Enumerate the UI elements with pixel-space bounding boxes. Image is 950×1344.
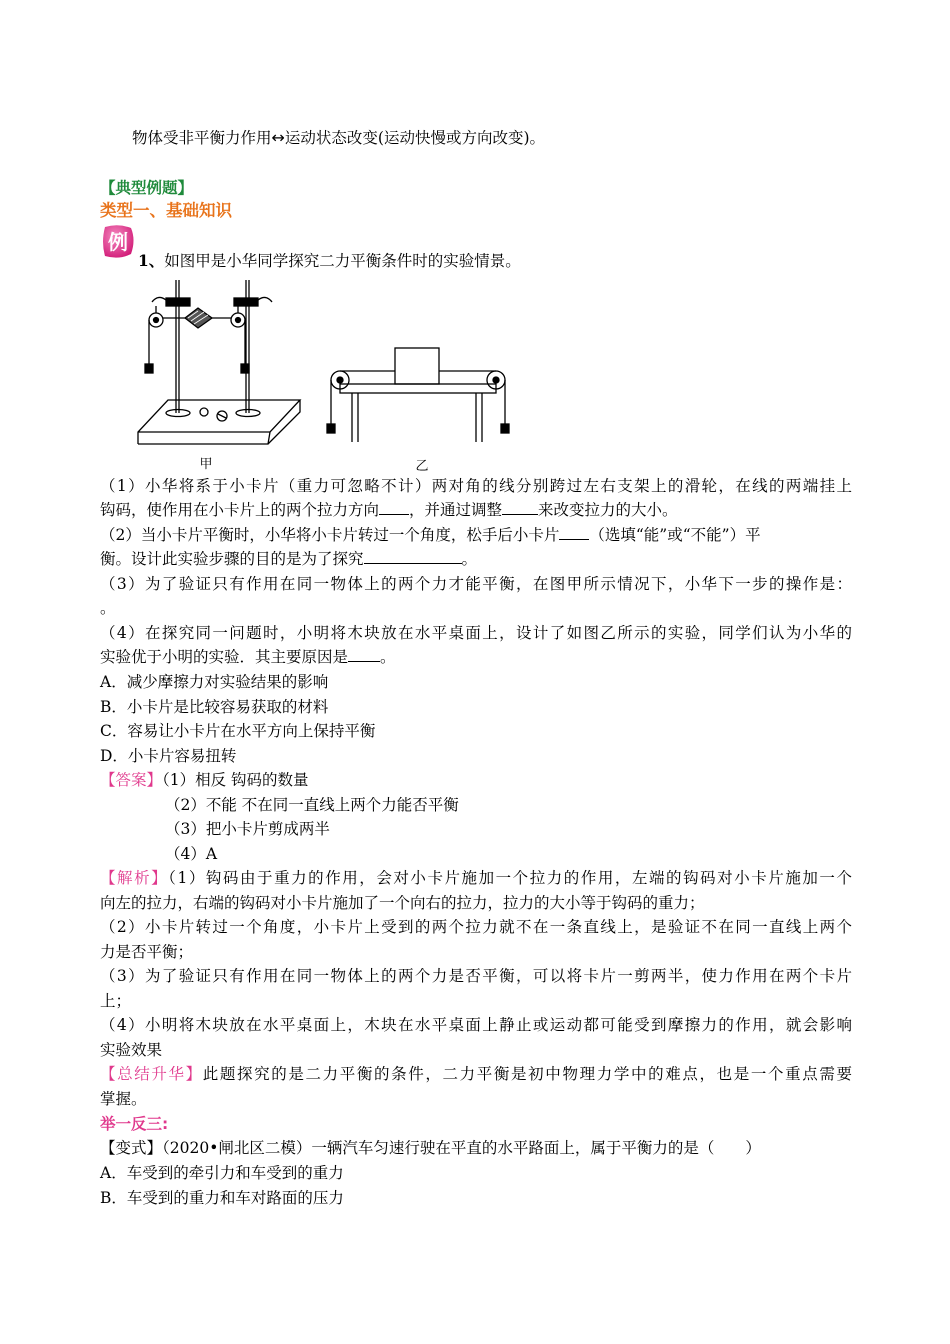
intro-right: 运动状态改变(运动快慢或方向改变)。 [284,129,546,147]
summary-label: 【总结升华】 [100,1065,203,1083]
intro-left: 物体受非平衡力作用 [132,129,272,147]
figure-label-b: 乙 [415,459,429,474]
q-part-3-line-1: （3）为了验证只有作用在同一物体上的两个力才能平衡，在图甲所示情况下，小华下一步的操作是： [100,575,852,593]
variant-option-a: A．车受到的牵引力和车受到的重力 [100,1164,344,1182]
q-part-1-line-1: （1）小华将系于小卡片（重力可忽略不计）两对角的线分别跨过左右支架上的滑轮，在线的两端挂上 [100,477,852,495]
analysis-line-8: 实验效果 [100,1041,163,1059]
base-board [138,400,300,444]
option-a: A．减少摩擦力对实验结果的影响 [100,673,329,691]
summary-line-2: 掌握。 [100,1090,147,1108]
section-label: 【典型例题】 [100,179,194,197]
q-part-2-line-2: 衡。设计此实验步骤的目的是为了探究 。 [100,550,478,568]
answer-line-2: （2）不能 不在同一直线上两个力能否平衡 [165,796,459,814]
analysis-line-2: 向左的拉力，右端的钩码对小卡片施加了一个向右的拉力，拉力的大小等于钩码的重力； [100,894,705,912]
analysis-line-5: （3）为了验证只有作用在同一物体上的两个力是否平衡，可以将卡片一剪两半，使力作用在两个卡片 [100,967,852,985]
question-number: 1、 [138,251,165,270]
blank-2 [502,500,538,515]
blank-5 [348,647,380,662]
analysis-line-6: 上； [100,992,132,1010]
extend-title: 举一反三: [100,1115,169,1133]
option-d: D．小卡片容易扭转 [100,747,237,765]
double-arrow-icon: ↔ [271,128,285,147]
answer-line-3: （3）把小卡片剪成两半 [165,820,330,838]
experiment-figure [130,272,530,476]
blank-1 [379,500,409,515]
question-text: 如图甲是小华同学探究二力平衡条件时的实验情景。 [164,252,521,270]
blank-4 [364,549,462,564]
analysis-line-3: （2）小卡片转过一个角度，小卡片上受到的两个拉力就不在一条直线上，是验证不在同一直线上两个 [100,918,852,936]
q-part-2-line-1: （2）当小卡片平衡时，小华将小卡片转过一个角度，松手后小卡片 （选填“能”或“不能”）平 [100,526,761,544]
summary-line-1: 【总结升华】此题探究的是二力平衡的条件，二力平衡是初中物理力学中的难点，也是一个重点需要 [100,1065,852,1083]
analysis-line-1: 【解析】（1）钩码由于重力的作用，会对小卡片施加一个拉力的作用，左端的钩码对小卡片施加一个 [100,869,852,887]
variant-question: 【变式】（2020•闸北区二模）一辆汽车匀速行驶在平直的水平路面上，属于平衡力的是（ ） [100,1139,761,1157]
option-c: C．容易让小卡片在水平方向上保持平衡 [100,722,376,740]
intro-line [132,128,545,148]
answer-line-1: 【答案】（1）相反 钩码的数量 [100,771,309,789]
blank-3 [559,525,589,540]
q-part-1-line-2: 钩码，使作用在小卡片上的两个拉力方向 ，并通过调整 来改变拉力的大小。 [100,501,678,519]
option-b: B．小卡片是比较容易获取的材料 [100,698,329,716]
q-part-4-line-1: （4）在探究同一问题时，小明将木块放在水平桌面上，设计了如图乙所示的实验，同学们认为小华的 [100,624,852,642]
q-part-3-line-2: 。 [100,599,116,617]
example-badge-icon [99,224,137,260]
question-1 [138,251,521,271]
figure-label-a: 甲 [199,457,213,472]
analysis-line-7: （4）小明将木块放在水平桌面上，木块在水平桌面上静止或运动都可能受到摩擦力的作用，就会影响 [100,1016,852,1034]
analysis-line-4: 力是否平衡； [100,943,194,961]
variant-option-b: B．车受到的重力和车对路面的压力 [100,1189,344,1207]
analysis-label: 【解析】 [100,869,169,887]
answer-label: 【答案】 [100,771,163,789]
type-title: 类型一、基础知识 [100,201,232,220]
badge-char: 例 [108,230,128,254]
answer-line-4: （4）A [165,845,218,863]
q-part-4-line-2: 实验优于小明的实验．其主要原因是 。 [100,648,396,666]
